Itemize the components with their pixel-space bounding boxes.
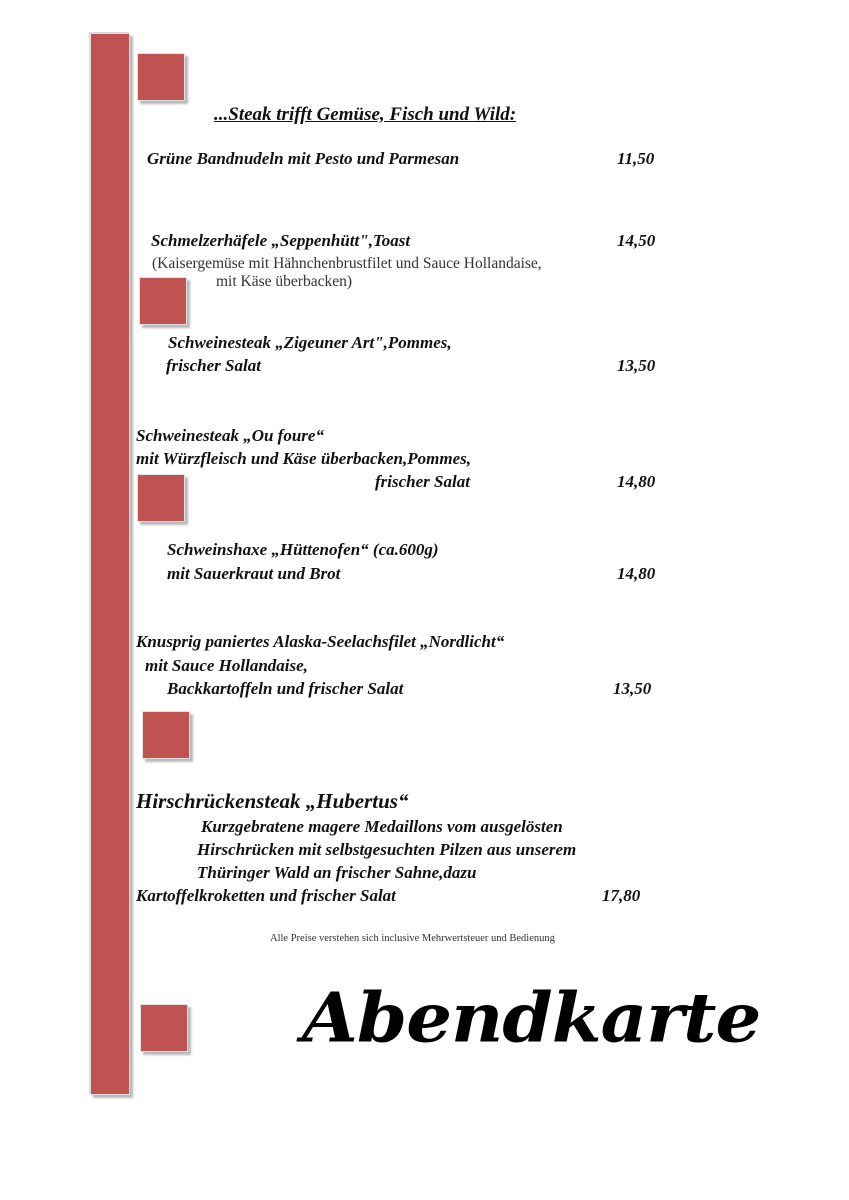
- menu-item-price: 14,80: [617, 472, 656, 491]
- menu-item-description: mit Sauerkraut und Brot: [167, 564, 341, 583]
- decorative-square: [140, 1004, 188, 1052]
- menu-item-name: Schweinesteak „Ou foure“: [136, 426, 324, 445]
- menu-section-heading: ...Steak trifft Gemüse, Fisch und Wild:: [214, 104, 517, 125]
- menu-item-description: Kartoffelkroketten und frischer Salat: [136, 886, 396, 905]
- menu-item-name: Hirschrückensteak „Hubertus“: [136, 789, 409, 813]
- menu-item-description: frischer Salat: [375, 472, 470, 491]
- menu-item-name: Schweinshaxe „Hüttenofen“ (ca.600g): [167, 540, 439, 559]
- menu-item-name: Schmelzerhäfele „Seppenhütt",Toast: [151, 231, 411, 250]
- decorative-square: [139, 277, 187, 325]
- menu-item-price: 13,50: [613, 679, 652, 698]
- menu-item-description: Hirschrücken mit selbstgesuchten Pilzen aus unserem: [197, 840, 577, 859]
- menu-item-description: mit Würzfleisch und Käse überbacken,Pommes,: [136, 449, 471, 468]
- menu-item-description: Backkartoffeln und frischer Salat: [167, 679, 404, 698]
- menu-item-description: Thüringer Wald an frischer Sahne,dazu: [197, 863, 477, 882]
- menu-item-description: Kurzgebratene magere Medaillons vom ausgelösten: [201, 817, 563, 836]
- decorative-square: [137, 53, 185, 101]
- menu-item-price: 14,50: [617, 231, 656, 250]
- menu-item-price: 13,50: [617, 356, 656, 375]
- decorative-square: [137, 474, 185, 522]
- menu-item-name: Grüne Bandnudeln mit Pesto und Parmesan: [147, 149, 460, 168]
- decorative-square: [142, 711, 190, 759]
- menu-item-name: Knusprig paniertes Alaska-Seelachsfilet „Nordlicht“: [136, 632, 505, 651]
- menu-item-details: (Kaisergemüse mit Hähnchenbrustfilet und Sauce Hollandaise,: [152, 255, 542, 272]
- menu-item-name: Schweinesteak „Zigeuner Art",Pommes,: [168, 333, 452, 352]
- menu-item-description: frischer Salat: [166, 356, 261, 375]
- menu-item-price: 11,50: [617, 149, 655, 168]
- menu-item-price: 14,80: [617, 564, 656, 583]
- menu-item-details: mit Käse überbacken): [216, 273, 352, 290]
- decorative-red-bar: [90, 33, 130, 1095]
- menu-title: Abendkarte: [302, 977, 761, 1058]
- menu-item-description: mit Sauce Hollandaise,: [145, 656, 308, 675]
- menu-item-price: 17,80: [602, 886, 641, 905]
- price-footnote: Alle Preise verstehen sich inclusive Mehrwertsteuer und Bedienung: [270, 933, 555, 944]
